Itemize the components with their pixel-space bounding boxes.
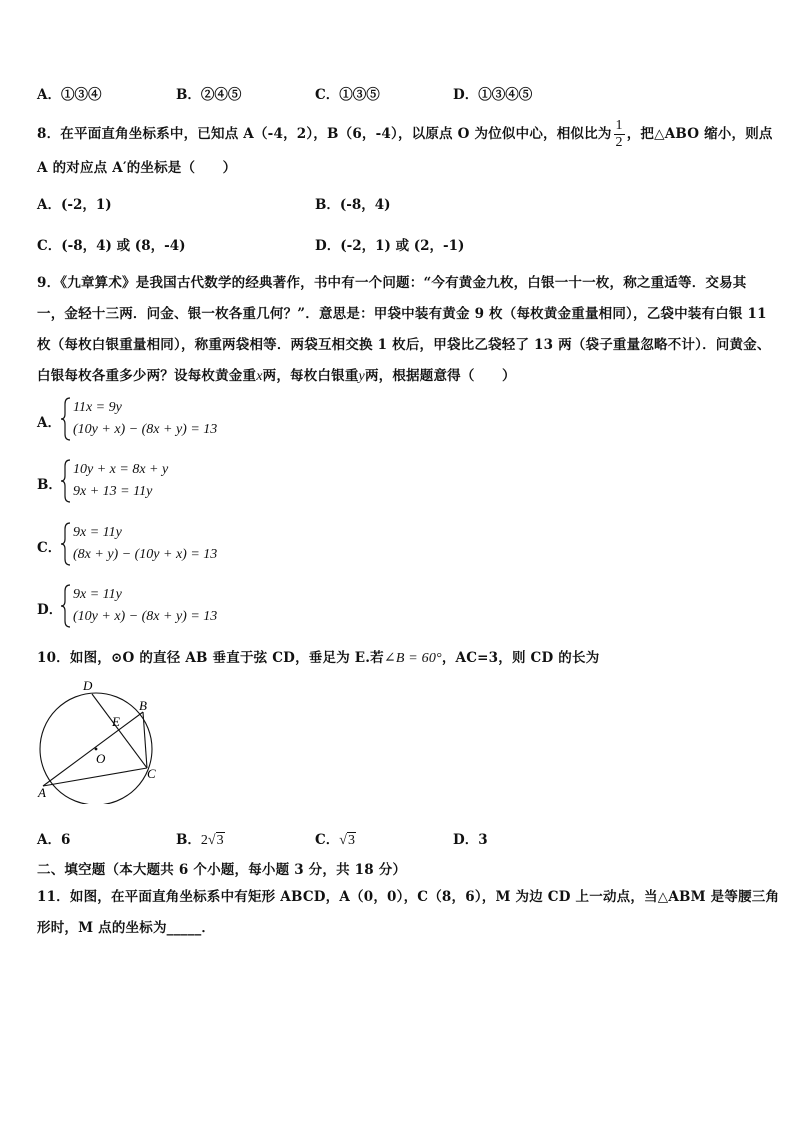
equation-2: (10y + x) − (8x + y) = 13 bbox=[73, 422, 218, 437]
q10-option-b bbox=[176, 828, 225, 849]
q8-stem-line1 bbox=[37, 118, 773, 151]
fraction-numerator: 1 bbox=[615, 118, 623, 133]
q9-stem-part-c: 两，根据题意得（ ） bbox=[364, 368, 516, 384]
q8-option-b: B．(-8，4) bbox=[315, 197, 391, 213]
equation-1: 10y + x = 8x + y bbox=[73, 462, 169, 477]
circle-figure bbox=[30, 674, 170, 804]
radicand: 3 bbox=[347, 833, 355, 848]
fraction-denominator: 2 bbox=[615, 135, 623, 150]
q8-option-a: A．(-2，1) bbox=[37, 197, 112, 213]
variable-y: y bbox=[358, 369, 365, 384]
q7-option-a: A．①③④ bbox=[37, 87, 102, 103]
q8-stem-line2: A 的对应点 A′的坐标是（ ） bbox=[37, 160, 237, 176]
sqrt-expression: √3 bbox=[339, 833, 355, 848]
left-brace-icon bbox=[60, 397, 72, 441]
option-label: C． bbox=[315, 832, 340, 848]
sqrt-expression: 2√3 bbox=[200, 833, 224, 848]
option-label: B． bbox=[176, 832, 201, 848]
label-b: B bbox=[139, 698, 147, 713]
q9-stem-part-a: 白银每枚各重多少两？设每枚黄金重 bbox=[37, 368, 257, 384]
q10-option-c bbox=[315, 828, 356, 849]
left-brace-icon bbox=[60, 459, 72, 503]
q10-stem-part-b: ，AC=3，则 CD 的长为 bbox=[441, 650, 600, 666]
q10-option-d: D．3 bbox=[453, 832, 488, 848]
equation-2: (8x + y) − (10y + x) = 13 bbox=[73, 547, 218, 562]
option-label: C． bbox=[37, 540, 62, 556]
variable-x: x bbox=[256, 369, 263, 384]
q7-option-d: D．①③④⑤ bbox=[453, 87, 533, 103]
equation-1: 9x = 11y bbox=[73, 587, 122, 602]
q8-stem-suffix: ，把△ABO 缩小，则点 bbox=[626, 126, 773, 142]
equation-2: 9x + 13 = 11y bbox=[73, 484, 153, 499]
section-heading: 二、填空题（本大题共 6 个小题，每小题 3 分，共 18 分） bbox=[37, 862, 407, 878]
left-brace-icon bbox=[60, 584, 72, 628]
diameter-ab bbox=[43, 712, 143, 786]
q8-ratio-fraction bbox=[614, 118, 625, 151]
label-e: E bbox=[112, 714, 120, 729]
q7-option-b: B．②④⑤ bbox=[176, 87, 242, 103]
option-label: A． bbox=[37, 415, 61, 431]
q10-stem bbox=[37, 646, 599, 667]
label-d: D bbox=[83, 678, 93, 693]
q10-stem-part-a: 10．如图，⊙O 的直径 AB 垂直于弦 CD，垂足为 E.若 bbox=[37, 650, 384, 666]
equation-1: 9x = 11y bbox=[73, 525, 122, 540]
q10-option-a: A．6 bbox=[37, 832, 71, 848]
option-label: D． bbox=[37, 602, 63, 618]
q9-stem-part-b: 两，每枚白银重 bbox=[262, 368, 359, 384]
q9-stem-line1: 9．《九章算术》是我国古代数学的经典著作，书中有一个问题：“今有黄金九枚，白银一十一枚，称之重适等．交易其 bbox=[37, 275, 747, 291]
label-a: A bbox=[38, 785, 46, 800]
q11-stem-line2: 形时，M 点的坐标为_____． bbox=[37, 920, 216, 936]
coefficient: 2 bbox=[200, 833, 208, 848]
q8-option-d: D．(-2，1) 或 (2，-1) bbox=[315, 238, 465, 254]
q9-stem-line2: 一，金轻十三两．问金、银一枚各重几何？”．意思是：甲袋中装有黄金 9 枚（每枚黄金重量相同），乙袋中装有白银 11 bbox=[37, 306, 767, 322]
equation-1: 11x = 9y bbox=[73, 400, 122, 415]
q9-stem-line3: 枚（每枚白银重量相同），称重两袋相等．两袋互相交换 1 枚后，甲袋比乙袋轻了 13 两（袋子重量忽略不计）．问黄金、 bbox=[37, 337, 771, 353]
chord-bc bbox=[143, 712, 147, 768]
angle-b-expression: ∠B = 60° bbox=[383, 651, 442, 666]
equation-2: (10y + x) − (8x + y) = 13 bbox=[73, 609, 218, 624]
left-brace-icon bbox=[60, 522, 72, 566]
q7-option-c: C．①③⑤ bbox=[315, 87, 380, 103]
q9-stem-line4 bbox=[37, 364, 516, 385]
label-o: O bbox=[96, 751, 106, 766]
q8-stem-prefix: 8．在平面直角坐标系中，已知点 A（-4，2），B（6，-4），以原点 O 为位似中心，相似比为 bbox=[37, 126, 612, 142]
option-label: B． bbox=[37, 477, 62, 493]
center-point bbox=[95, 748, 98, 751]
label-c: C bbox=[147, 766, 156, 781]
chord-ac bbox=[43, 768, 147, 786]
radicand: 3 bbox=[216, 833, 224, 848]
q11-stem-line1: 11．如图，在平面直角坐标系中有矩形 ABCD，A（0，0），C（8，6），M 为边 CD 上一动点，当△ABM 是等腰三角 bbox=[37, 889, 780, 905]
q8-option-c: C．(-8，4) 或 (8，-4) bbox=[37, 238, 186, 254]
